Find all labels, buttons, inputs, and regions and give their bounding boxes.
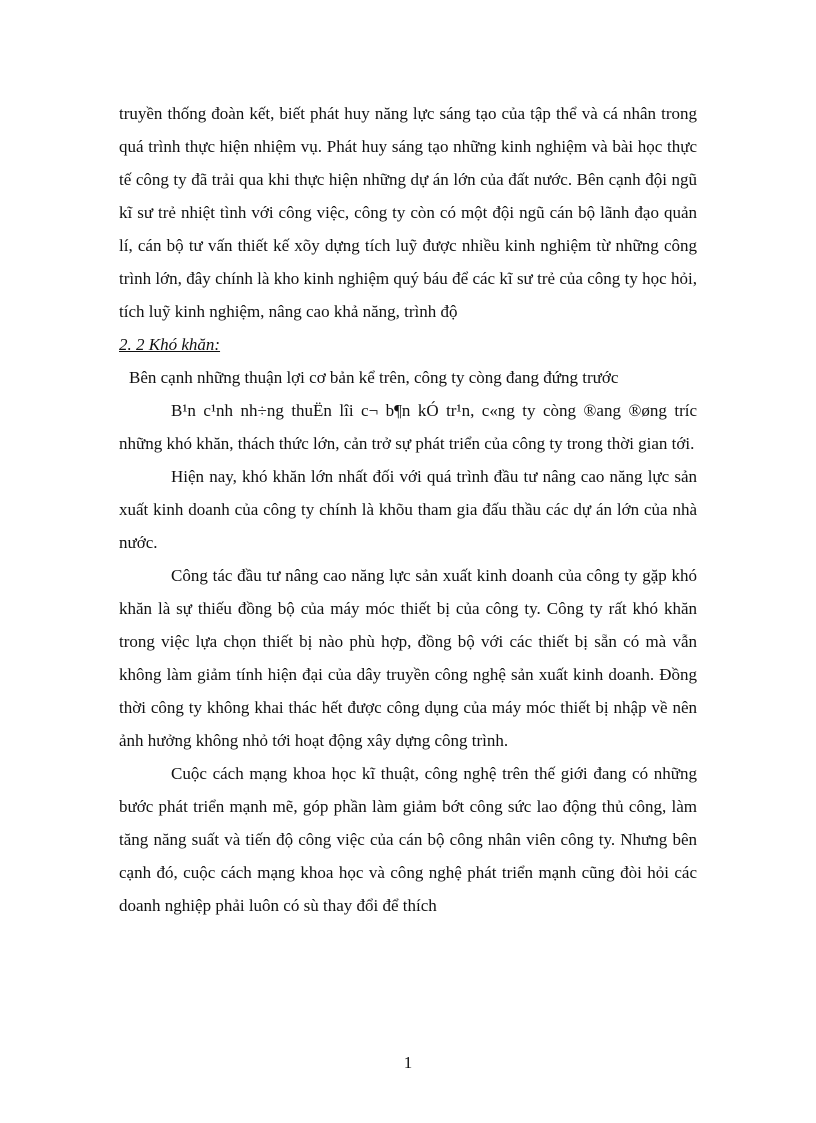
page-number: 1 xyxy=(403,1053,413,1072)
paragraph-strengths-continued: truyền thống đoàn kết, biết phát huy năng lực sáng tạo của tập thể và cá nhân trong quá trình thực hiện nhiệm vụ. Phát huy sáng tạo những kinh nghiệm và bài học thực tế công ty đã trải qua khi thực hiện những dự án lớn của đất nước. Bên cạnh đội ngũ kĩ sư trẻ nhiệt tình với công việc, công ty còn có một đội ngũ cán bộ lãnh đạo quản lí, cán bộ tư vấn thiết kế xõy dựng tích luỹ được nhiều kinh nghiệm từ những công trình lớn, đây chính là kho kinh nghiệm quý báu để các kĩ sư trẻ của công ty học hỏi, tích luỹ kinh nghiệm, nâng cao khả năng, trình độ xyxy=(119,104,697,321)
section-heading-difficulties: 2. 2 Khó khăn: xyxy=(119,335,221,354)
document-body xyxy=(119,97,697,922)
paragraph-equipment-difficulty: Công tác đầu tư nâng cao năng lực sản xuất kinh doanh của công ty gặp khó khăn là sự thiếu đồng bộ của máy móc thiết bị của công ty. Công ty rất khó khăn trong việc lựa chọn thiết bị nào phù hợp, đồng bộ với các thiết bị sẵn có mà vẫn không làm giảm tính hiện đại của dây truyền công nghệ sản xuất kinh doanh. Đồng thời công ty không khai thác hết được công dụng của máy móc thiết bị nhập về nên ảnh hưởng không nhỏ tới hoạt động xây dựng công trình. xyxy=(119,566,697,750)
paragraph-difficulties-garbled: B¹n c¹nh nh÷ng thuËn lîi c¬ b¶n kÓ tr¹n, c«ng ty còng ®ang ®øng tríc những khó khăn, thách thức lớn, cản trở sự phát triển của công ty trong thời gian tới. xyxy=(119,401,697,453)
paragraph-technology-revolution: Cuộc cách mạng khoa học kĩ thuật, công nghệ trên thế giới đang có những bước phát triển mạnh mẽ, góp phần làm giảm bớt công sức lao động thủ công, làm tăng năng suất và tiến độ công việc của cán bộ công nhân viên công ty. Nhưng bên cạnh đó, cuộc cách mạng khoa học và công nghệ phát triển mạnh cũng đòi hỏi các doanh nghiệp phải luôn có sù thay đổi để thích xyxy=(119,764,697,915)
paragraph-bidding-difficulty: Hiện nay, khó khăn lớn nhất đối với quá trình đầu tư nâng cao năng lực sản xuất kinh doanh của công ty chính là khõu tham gia đấu thầu các dự án lớn của nhà nước. xyxy=(119,467,697,552)
paragraph-difficulties-intro: Bên cạnh những thuận lợi cơ bản kể trên, công ty còng đang đứng trước xyxy=(129,368,619,387)
